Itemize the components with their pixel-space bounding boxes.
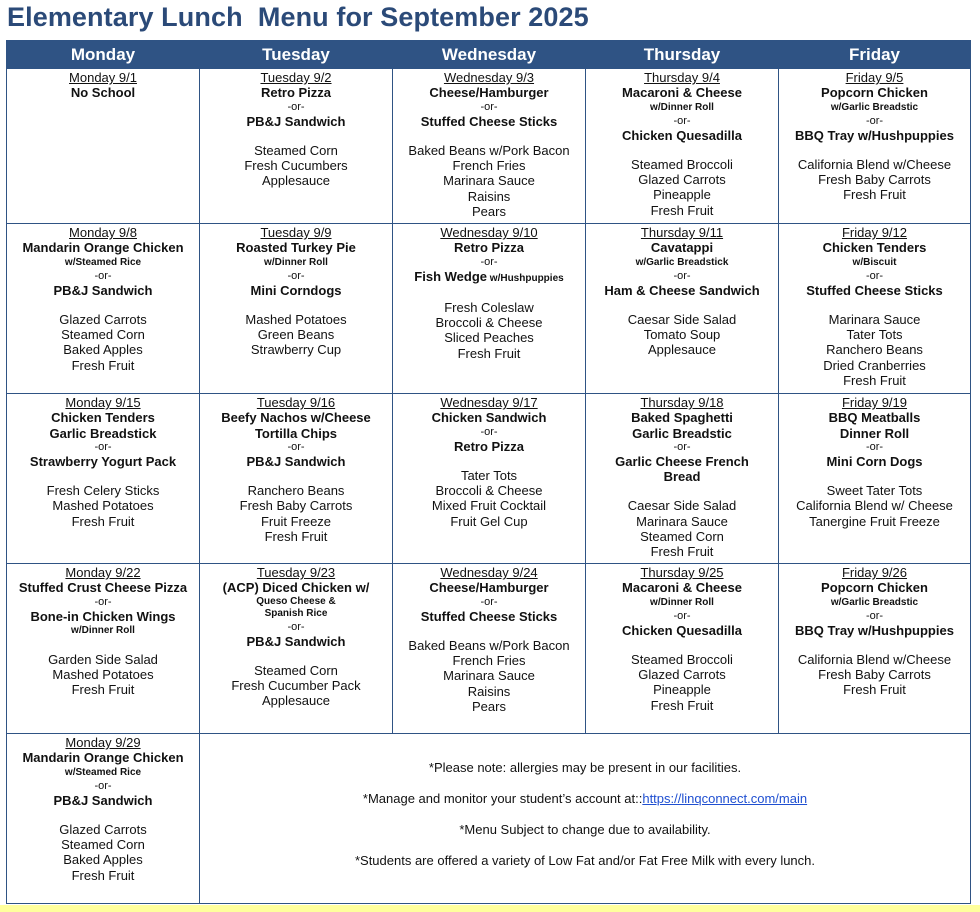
side-item: Pears bbox=[472, 204, 506, 220]
side-item: Mashed Potatoes bbox=[245, 311, 347, 327]
entree-option-2-line-2: Bread bbox=[663, 469, 701, 485]
day-cell bbox=[586, 224, 779, 394]
day-date: Tuesday 9/9 bbox=[260, 225, 332, 240]
side-item: Steamed Corn bbox=[254, 142, 338, 158]
entree-option-2-label: PB&J Sandwich bbox=[246, 113, 346, 129]
entree-option-1: Chicken Tenders bbox=[822, 240, 927, 256]
day-cell bbox=[586, 394, 779, 564]
entree-option-1-line-2: Garlic Breadstic bbox=[632, 425, 732, 441]
day-cell bbox=[586, 564, 779, 734]
side-item: Fruit Freeze bbox=[260, 513, 332, 529]
day-date: Thursday 9/11 bbox=[640, 225, 724, 240]
entree-option-2 bbox=[203, 634, 389, 649]
entree-option-1: Chicken Sandwich bbox=[431, 410, 547, 426]
side-item: Marinara Sauce bbox=[443, 173, 535, 189]
entree-option-2 bbox=[782, 623, 967, 638]
side-item: Broccoli & Cheese bbox=[435, 483, 543, 499]
allergy-note: *Please note: allergies may be present in our facilities. bbox=[428, 760, 742, 775]
side-item: Baked Apples bbox=[63, 342, 143, 358]
day-date: Monday 9/8 bbox=[69, 225, 137, 240]
entree-option-1: Mandarin Orange Chicken bbox=[22, 750, 184, 766]
side-item: Fresh Coleslaw bbox=[444, 299, 534, 315]
day-date: Monday 9/29 bbox=[65, 735, 141, 750]
side-item: Fresh Fruit bbox=[843, 682, 906, 698]
or-separator: -or- bbox=[287, 100, 305, 113]
entree-option-2-label: PB&J Sandwich bbox=[246, 453, 346, 469]
week-row bbox=[7, 224, 971, 394]
entree-option-1: Retro Pizza bbox=[260, 85, 332, 101]
side-item: Fresh Fruit bbox=[71, 682, 135, 698]
side-item: Pineapple bbox=[653, 682, 711, 698]
entree-option-1: Popcorn Chicken bbox=[821, 580, 928, 596]
side-item: Fresh Baby Carrots bbox=[818, 172, 931, 188]
spacer bbox=[10, 638, 196, 652]
or-separator: -or- bbox=[865, 114, 884, 127]
side-item: Applesauce bbox=[262, 693, 330, 709]
day-cell bbox=[7, 394, 200, 564]
entree-option-2 bbox=[782, 128, 967, 143]
entree-option-2 bbox=[10, 283, 196, 298]
side-item: Mashed Potatoes bbox=[52, 498, 154, 514]
entree-option-1-accompaniment: w/Garlic Breadstick bbox=[635, 256, 729, 268]
day-header: Monday bbox=[7, 41, 200, 69]
day-date: Thursday 9/25 bbox=[640, 565, 724, 580]
entree-option-2-accompaniment: w/Dinner Roll bbox=[71, 624, 135, 636]
or-separator: -or- bbox=[480, 425, 498, 438]
subject-to-change-note: *Menu Subject to change due to availability. bbox=[459, 822, 711, 837]
notes-panel bbox=[200, 734, 971, 904]
bottom-highlight-strip bbox=[0, 905, 980, 912]
week-row bbox=[7, 394, 971, 564]
entree-option-2-accompaniment: w/Hushpuppies bbox=[487, 272, 564, 284]
page-title: Elementary Lunch Menu for September 2025 bbox=[7, 2, 589, 32]
side-item: Marinara Sauce bbox=[443, 668, 535, 684]
day-cell bbox=[7, 224, 200, 394]
entree-option-1-accompaniment-line-2: Spanish Rice bbox=[264, 608, 328, 620]
day-cell bbox=[200, 224, 393, 394]
spacer bbox=[782, 469, 967, 483]
entree-option-1-accompaniment: w/Garlic Breadstic bbox=[830, 101, 919, 113]
entree-option-1: Cavatappi bbox=[650, 240, 714, 256]
day-cell bbox=[393, 69, 586, 224]
or-separator: -or- bbox=[865, 269, 884, 282]
entree-option-2-label: Fish Wedge bbox=[414, 268, 488, 284]
side-item: Fresh Celery Sticks bbox=[46, 483, 160, 499]
entree-option-1-accompaniment: Queso Cheese & bbox=[256, 595, 336, 607]
side-item: Glazed Carrots bbox=[638, 667, 726, 683]
or-separator: -or- bbox=[287, 269, 305, 282]
entree-option-2-label: PB&J Sandwich bbox=[246, 633, 346, 649]
day-date: Friday 9/5 bbox=[845, 70, 904, 85]
day-cell bbox=[779, 564, 971, 734]
entree-option-2-label: BBQ Tray w/Hushpuppies bbox=[795, 127, 954, 143]
entree-option-2 bbox=[203, 283, 389, 298]
day-date: Friday 9/12 bbox=[841, 225, 908, 240]
spacer bbox=[782, 298, 967, 312]
day-date: Wednesday 9/17 bbox=[440, 395, 538, 410]
week-row bbox=[7, 69, 971, 224]
entree-option-1-line-2: Tortilla Chips bbox=[254, 425, 338, 441]
entree-option-2-label: Stuffed Cheese Sticks bbox=[420, 608, 558, 624]
side-item: Tater Tots bbox=[460, 467, 518, 483]
entree-option-2-label: Mini Corn Dogs bbox=[826, 453, 923, 469]
entree-option-2 bbox=[10, 793, 196, 808]
day-header: Tuesday bbox=[200, 41, 393, 69]
entree-option-2-label: BBQ Tray w/Hushpuppies bbox=[795, 622, 954, 638]
day-date: Tuesday 9/2 bbox=[260, 70, 332, 85]
spacer bbox=[10, 298, 196, 312]
or-separator: -or- bbox=[673, 114, 691, 127]
or-separator: -or- bbox=[480, 100, 498, 113]
lunch-menu-table bbox=[6, 40, 971, 904]
entree-option-2 bbox=[396, 609, 582, 624]
side-item: Marinara Sauce bbox=[828, 311, 921, 327]
entree-option-2 bbox=[782, 454, 967, 469]
entree-option-1-accompaniment: w/Steamed Rice bbox=[64, 766, 142, 778]
or-separator: -or- bbox=[673, 269, 691, 282]
side-item: Fresh Fruit bbox=[650, 697, 714, 713]
or-separator: -or- bbox=[94, 595, 112, 608]
spacer bbox=[396, 454, 582, 468]
spacer bbox=[782, 638, 967, 652]
day-cell bbox=[779, 69, 971, 224]
day-date: Tuesday 9/16 bbox=[256, 395, 336, 410]
entree-option-1: No School bbox=[70, 85, 136, 101]
side-item: Pineapple bbox=[653, 187, 711, 203]
day-cell bbox=[393, 224, 586, 394]
entree-option-2-label: PB&J Sandwich bbox=[53, 792, 153, 808]
side-item: Dried Cranberries bbox=[823, 357, 926, 373]
day-cell bbox=[200, 564, 393, 734]
day-date: Wednesday 9/10 bbox=[440, 225, 538, 240]
day-date: Thursday 9/4 bbox=[644, 70, 720, 85]
or-separator: -or- bbox=[287, 620, 305, 633]
side-item: Fresh Fruit bbox=[650, 544, 714, 560]
side-item: Sliced Peaches bbox=[444, 330, 534, 346]
week-row bbox=[7, 564, 971, 734]
side-item: Ranchero Beans bbox=[826, 342, 923, 358]
day-header: Wednesday bbox=[393, 41, 586, 69]
entree-option-1: Baked Spaghetti bbox=[631, 410, 733, 426]
entree-option-2 bbox=[396, 114, 582, 129]
day-header: Friday bbox=[779, 41, 971, 69]
spacer bbox=[589, 143, 775, 157]
entree-option-1-line-2: Dinner Roll bbox=[839, 425, 910, 441]
side-item: Fresh Fruit bbox=[843, 373, 906, 389]
entree-option-2-label: Strawberry Yogurt Pack bbox=[29, 453, 177, 469]
entree-option-2 bbox=[396, 269, 582, 286]
entree-option-2 bbox=[203, 454, 389, 469]
spacer bbox=[589, 484, 775, 498]
day-date: Monday 9/22 bbox=[65, 565, 141, 580]
side-item: Applesauce bbox=[262, 173, 330, 189]
side-item: Steamed Broccoli bbox=[631, 156, 733, 172]
side-item: Caesar Side Salad bbox=[627, 311, 737, 327]
entree-option-2-label: Mini Corndogs bbox=[250, 282, 342, 298]
side-item: Raisins bbox=[467, 683, 511, 699]
entree-option-2-label: Garlic Cheese French bbox=[615, 453, 749, 469]
spacer bbox=[782, 143, 967, 157]
day-cell bbox=[7, 69, 200, 224]
entree-option-1: Roasted Turkey Pie bbox=[236, 240, 356, 256]
entree-option-1-line-2: Garlic Breadstick bbox=[49, 425, 157, 441]
side-item: Fresh Fruit bbox=[650, 202, 714, 218]
side-item: Fruit Gel Cup bbox=[450, 513, 528, 529]
entree-option-2 bbox=[396, 439, 582, 454]
day-cell bbox=[7, 734, 200, 904]
entree-option-2-label: Retro Pizza bbox=[453, 438, 525, 454]
entree-option-2 bbox=[10, 454, 196, 469]
side-item: Fresh Fruit bbox=[264, 529, 328, 545]
entree-option-2-label: PB&J Sandwich bbox=[53, 282, 153, 298]
day-cell bbox=[200, 69, 393, 224]
or-separator: -or- bbox=[673, 440, 691, 453]
side-item: Glazed Carrots bbox=[59, 311, 147, 327]
side-item: Steamed Corn bbox=[61, 837, 145, 853]
or-separator: -or- bbox=[94, 269, 112, 282]
entree-option-1: Cheese/Hamburger bbox=[429, 85, 549, 101]
or-separator: -or- bbox=[287, 440, 305, 453]
spacer bbox=[10, 808, 196, 822]
side-item: Fresh Cucumber Pack bbox=[231, 678, 361, 694]
side-item: Fresh Fruit bbox=[71, 513, 135, 529]
side-item: Strawberry Cup bbox=[250, 342, 342, 358]
side-item: Mashed Potatoes bbox=[52, 667, 154, 683]
spacer bbox=[396, 286, 582, 300]
side-item: Caesar Side Salad bbox=[627, 498, 737, 514]
side-item: French Fries bbox=[452, 158, 526, 174]
account-note bbox=[203, 791, 967, 806]
side-item: California Blend w/Cheese bbox=[797, 651, 952, 667]
day-date: Wednesday 9/24 bbox=[440, 565, 538, 580]
entree-option-1-accompaniment: w/Biscuit bbox=[852, 256, 897, 268]
day-cell bbox=[7, 564, 200, 734]
entree-option-2-label: Stuffed Cheese Sticks bbox=[420, 113, 558, 129]
side-item: Steamed Corn bbox=[254, 662, 338, 678]
or-separator: -or- bbox=[673, 609, 691, 622]
side-item: Tomato Soup bbox=[643, 327, 721, 343]
day-cell bbox=[393, 564, 586, 734]
or-separator: -or- bbox=[94, 779, 112, 792]
day-date: Friday 9/26 bbox=[841, 565, 908, 580]
side-item: Applesauce bbox=[648, 342, 716, 358]
entree-option-1-accompaniment: w/Steamed Rice bbox=[64, 256, 142, 268]
side-item: Tater Tots bbox=[846, 327, 903, 343]
day-cell bbox=[200, 394, 393, 564]
side-item: Broccoli & Cheese bbox=[435, 315, 543, 331]
day-date: Monday 9/15 bbox=[65, 395, 141, 410]
day-cell bbox=[586, 69, 779, 224]
entree-option-1: Retro Pizza bbox=[453, 240, 525, 256]
day-date: Monday 9/1 bbox=[69, 70, 137, 85]
spacer bbox=[203, 649, 389, 663]
side-item: Fresh Baby Carrots bbox=[818, 667, 931, 683]
side-item: California Blend w/Cheese bbox=[797, 156, 952, 172]
side-item: Fresh Fruit bbox=[71, 357, 135, 373]
day-cell bbox=[779, 224, 971, 394]
entree-option-2-label: Chicken Quesadilla bbox=[622, 622, 742, 638]
or-separator: -or- bbox=[865, 440, 884, 453]
entree-option-2-label: Stuffed Cheese Sticks bbox=[806, 282, 943, 298]
day-date: Tuesday 9/23 bbox=[256, 565, 336, 580]
spacer bbox=[589, 638, 775, 652]
entree-option-1: (ACP) Diced Chicken w/ bbox=[222, 580, 370, 596]
or-separator: -or- bbox=[865, 609, 884, 622]
entree-option-2 bbox=[589, 623, 775, 638]
account-note-text: *Manage and monitor your student’s account at:: bbox=[362, 791, 643, 806]
entree-option-2-label: Ham & Cheese Sandwich bbox=[604, 282, 760, 298]
or-separator: -or- bbox=[480, 595, 498, 608]
side-item: Baked Beans w/Pork Bacon bbox=[408, 142, 570, 158]
spacer bbox=[396, 624, 582, 638]
day-header-row bbox=[7, 41, 971, 69]
entree-option-2 bbox=[589, 283, 775, 298]
side-item: Garden Side Salad bbox=[48, 651, 158, 667]
side-item: Raisins bbox=[467, 188, 511, 204]
entree-option-2 bbox=[10, 609, 196, 624]
spacer bbox=[589, 298, 775, 312]
entree-option-1: Beefy Nachos w/Cheese bbox=[221, 410, 371, 426]
side-item: Fresh Fruit bbox=[71, 867, 135, 883]
side-item: Fresh Baby Carrots bbox=[239, 498, 353, 514]
entree-option-1: Popcorn Chicken bbox=[821, 85, 928, 101]
side-item: Baked Beans w/Pork Bacon bbox=[408, 637, 570, 653]
side-item: California Blend w/ Cheese bbox=[796, 498, 953, 514]
spacer bbox=[203, 298, 389, 312]
day-cell bbox=[779, 394, 971, 564]
entree-option-1: BBQ Meatballs bbox=[828, 410, 921, 426]
entree-option-2 bbox=[589, 454, 775, 469]
spacer bbox=[203, 469, 389, 483]
side-item: Fresh Fruit bbox=[457, 345, 521, 361]
side-item: Mixed Fruit Cocktail bbox=[431, 498, 547, 514]
entree-option-1-accompaniment: w/Dinner Roll bbox=[264, 256, 328, 268]
or-separator: -or- bbox=[94, 440, 112, 453]
entree-option-1: Cheese/Hamburger bbox=[429, 580, 549, 596]
entree-option-1: Macaroni & Cheese bbox=[622, 580, 742, 596]
side-item: Pears bbox=[472, 699, 506, 715]
spacer bbox=[10, 469, 196, 483]
side-item: Fresh Fruit bbox=[843, 187, 906, 203]
side-item: Ranchero Beans bbox=[247, 483, 345, 499]
day-date: Wednesday 9/3 bbox=[443, 70, 535, 85]
day-date: Friday 9/19 bbox=[841, 395, 908, 410]
side-item: Glazed Carrots bbox=[638, 172, 726, 188]
side-item: Glazed Carrots bbox=[59, 821, 147, 837]
or-separator: -or- bbox=[480, 255, 498, 268]
side-item: Fresh Cucumbers bbox=[244, 158, 348, 174]
entree-option-2 bbox=[589, 128, 775, 143]
entree-option-1: Macaroni & Cheese bbox=[622, 85, 742, 101]
day-date: Thursday 9/18 bbox=[640, 395, 724, 410]
entree-option-2 bbox=[203, 114, 389, 129]
side-item: Green Beans bbox=[257, 327, 335, 343]
entree-option-1: Chicken Tenders bbox=[51, 410, 155, 426]
side-item: Steamed Broccoli bbox=[631, 651, 733, 667]
linqconnect-link[interactable]: https://linqconnect.com/main bbox=[642, 791, 808, 806]
spacer bbox=[203, 129, 389, 143]
milk-note: *Students are offered a variety of Low Fat and/or Fat Free Milk with every lunch. bbox=[354, 853, 816, 868]
entree-option-1: Stuffed Crust Cheese Pizza bbox=[18, 580, 188, 596]
side-item: Baked Apples bbox=[63, 852, 143, 868]
side-item: Steamed Corn bbox=[640, 529, 724, 545]
day-cell bbox=[393, 394, 586, 564]
side-item: Sweet Tater Tots bbox=[826, 483, 923, 499]
entree-option-2-label: Bone-in Chicken Wings bbox=[30, 608, 176, 624]
side-item: Tanergine Fruit Freeze bbox=[809, 513, 940, 529]
entree-option-1-accompaniment: w/Dinner Roll bbox=[650, 596, 714, 608]
spacer bbox=[396, 129, 582, 143]
entree-option-1-accompaniment: w/Garlic Breadstic bbox=[830, 596, 919, 608]
side-item: Marinara Sauce bbox=[636, 513, 728, 529]
entree-option-2-label: Chicken Quesadilla bbox=[622, 127, 742, 143]
entree-option-2 bbox=[782, 283, 967, 298]
week-row bbox=[7, 734, 971, 904]
day-header: Thursday bbox=[586, 41, 779, 69]
side-item: French Fries bbox=[452, 653, 526, 669]
entree-option-1-accompaniment: w/Dinner Roll bbox=[650, 101, 714, 113]
entree-option-1: Mandarin Orange Chicken bbox=[22, 240, 184, 256]
side-item: Steamed Corn bbox=[61, 327, 145, 343]
